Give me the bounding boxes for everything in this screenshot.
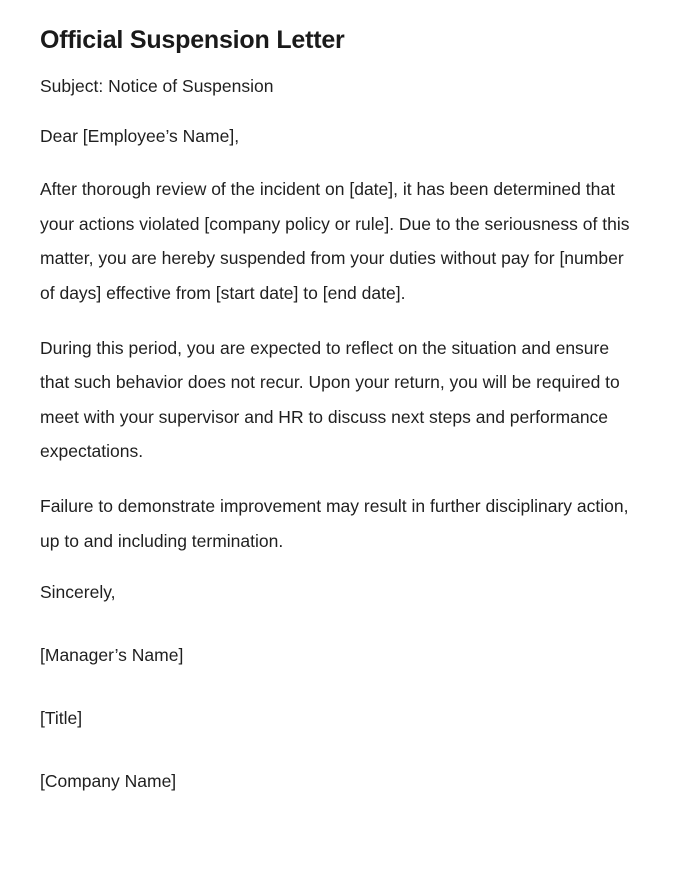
signature-manager-name: [Manager’s Name] (40, 645, 184, 666)
body-paragraph-2: During this period, you are expected to reflect on the situation and ensure that such behavior does not recur. Upon your return, you will be required to meet with your supervisor and HR to discuss next steps and performance expectations. (40, 337, 620, 462)
closing-salutation: Sincerely, (40, 582, 116, 603)
page-title: Official Suspension Letter (40, 26, 345, 54)
body-paragraph-3: Failure to demonstrate improvement may result in further disciplinary action, up to and including termination. (40, 496, 629, 551)
body-paragraph-1: After thorough review of the incident on [date], it has been determined that your actions violated [company policy or rule]. Due to the seriousness of this matter, you are hereby suspended from your duties without pay for [number of days] effective from [start date] to [end date]. (40, 179, 630, 303)
salutation-line: Dear [Employee’s Name], (40, 126, 240, 146)
subject-line: Subject: Notice of Suspension (40, 76, 274, 96)
signature-company-name: [Company Name] (40, 771, 177, 792)
signature-title: [Title] (40, 708, 83, 729)
